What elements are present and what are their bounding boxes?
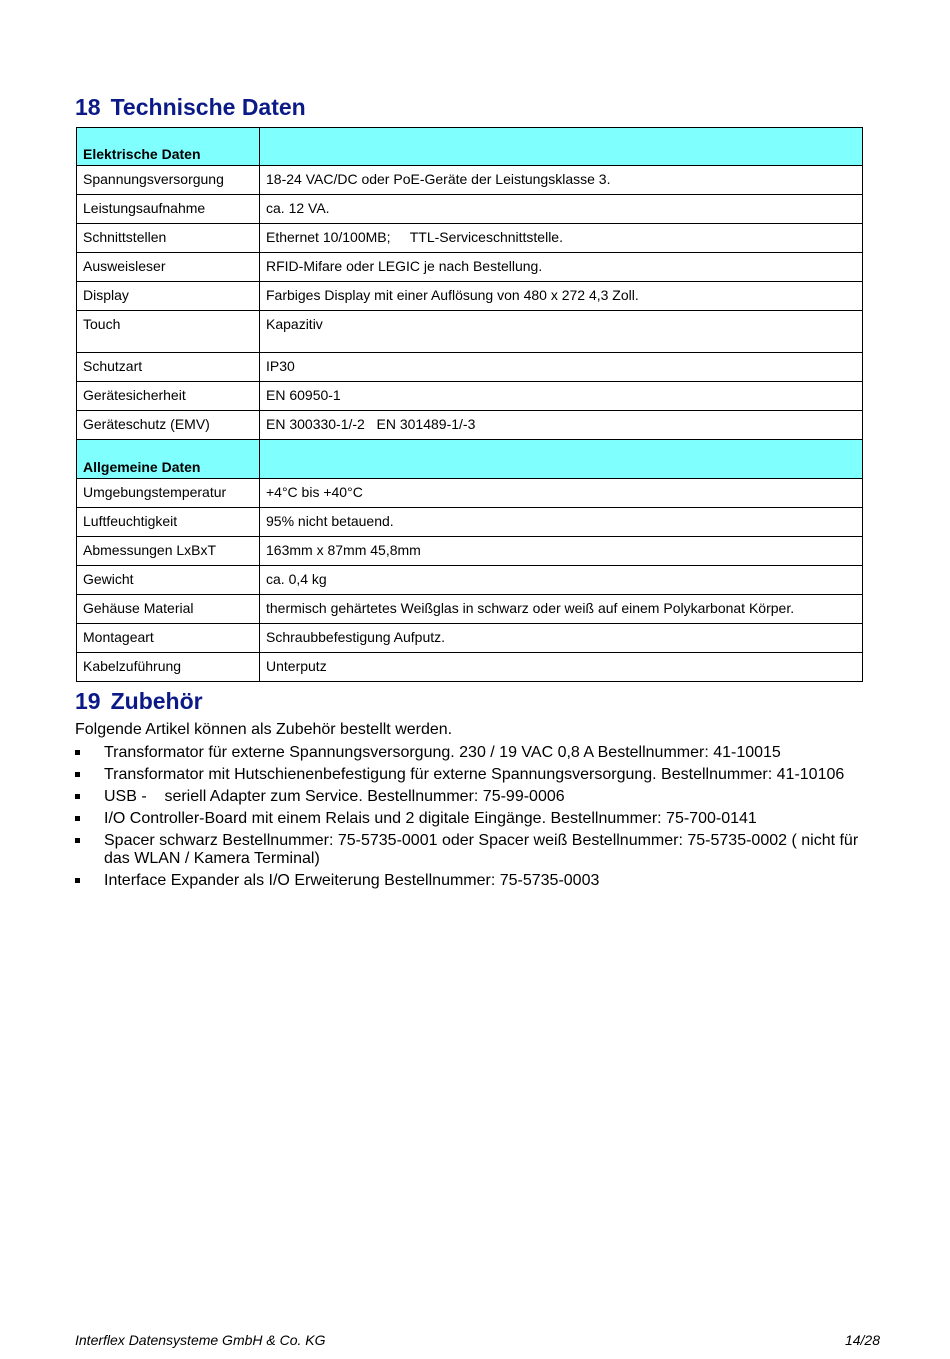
row-label: Luftfeuchtigkeit [77, 508, 260, 537]
table-row [77, 508, 863, 537]
row-value: Unterputz [260, 653, 863, 682]
list-item-text: Transformator für externe Spannungsversorgung. 230 / 19 VAC 0,8 A Bestellnummer: 41-10015 [104, 744, 781, 761]
table-row [77, 382, 863, 411]
list-item-text: I/O Controller-Board mit einem Relais und 2 digitale Eingänge. Bestellnummer: 75-700-0141 [104, 810, 757, 827]
row-label: Geräteschutz (EMV) [77, 411, 260, 440]
row-label: Kabelzuführung [77, 653, 260, 682]
row-label: Ausweisleser [77, 253, 260, 282]
bullet-icon [75, 794, 80, 799]
row-value: Schraubbefestigung Aufputz. [260, 624, 863, 653]
list-item-text: USB - seriell Adapter zum Service. Bestellnummer: 75-99-0006 [104, 788, 565, 805]
section-number: 19 [75, 688, 101, 714]
list-item [75, 832, 875, 868]
header-empty-cell [260, 128, 863, 166]
row-value: 163mm x 87mm 45,8mm [260, 537, 863, 566]
row-label: Gehäuse Material [77, 595, 260, 624]
list-item [75, 744, 875, 762]
list-item-text: Spacer schwarz Bestellnummer: 75-5735-0001 oder Spacer weiß Bestellnummer: 75-5735-0002 ( nicht für das WLAN / Kamera Terminal) [104, 832, 863, 867]
table-row [77, 253, 863, 282]
row-value: 95% nicht betauend. [260, 508, 863, 537]
footer-page-number: 14/28 [844, 1332, 880, 1348]
section-19-heading [75, 688, 203, 715]
electrical-data-header: Elektrische Daten [77, 128, 260, 166]
section-18-heading [75, 94, 306, 121]
table-row [77, 595, 863, 624]
row-value: ca. 12 VA. [260, 195, 863, 224]
row-label: Display [77, 282, 260, 311]
accessories-intro: Folgende Artikel können als Zubehör bestellt werden. [75, 721, 453, 738]
row-label: Abmessungen LxBxT [77, 537, 260, 566]
table-header-row [77, 440, 863, 479]
row-label: Spannungsversorgung [77, 166, 260, 195]
row-label: Leistungsaufnahme [77, 195, 260, 224]
table-row [77, 195, 863, 224]
footer-company: Interflex Datensysteme GmbH & Co. KG [75, 1332, 326, 1348]
row-label: Schnittstellen [77, 224, 260, 253]
bullet-icon [75, 838, 80, 843]
bullet-icon [75, 750, 80, 755]
header-empty-cell [260, 440, 863, 479]
table-row [77, 479, 863, 508]
row-label: Gewicht [77, 566, 260, 595]
list-item [75, 788, 875, 806]
row-label: Montageart [77, 624, 260, 653]
row-value: thermisch gehärtetes Weißglas in schwarz oder weiß auf einem Polykarbonat Körper. [260, 595, 863, 624]
table-row [77, 166, 863, 195]
table-row [77, 624, 863, 653]
row-value: Farbiges Display mit einer Auflösung von 480 x 272 4,3 Zoll. [260, 282, 863, 311]
list-item [75, 766, 875, 784]
row-value: IP30 [260, 353, 863, 382]
section-title: Zubehör [110, 688, 203, 714]
row-value: RFID-Mifare oder LEGIC je nach Bestellung. [260, 253, 863, 282]
table-row [77, 353, 863, 382]
row-label: Schutzart [77, 353, 260, 382]
row-label: Gerätesicherheit [77, 382, 260, 411]
table-row [77, 537, 863, 566]
row-value: Kapazitiv [260, 311, 863, 353]
table-row [77, 282, 863, 311]
row-label: Umgebungstemperatur [77, 479, 260, 508]
row-label: Touch [77, 311, 260, 353]
table-row [77, 311, 863, 353]
row-value: +4°C bis +40°C [260, 479, 863, 508]
row-value: EN 300330-1/-2 EN 301489-1/-3 [260, 411, 863, 440]
row-value: EN 60950-1 [260, 382, 863, 411]
bullet-icon [75, 878, 80, 883]
list-item [75, 810, 875, 828]
table-row [77, 653, 863, 682]
row-value: 18-24 VAC/DC oder PoE-Geräte der Leistungsklasse 3. [260, 166, 863, 195]
table-row [77, 566, 863, 595]
section-number: 18 [75, 94, 101, 120]
table-row [77, 411, 863, 440]
row-value: Ethernet 10/100MB; TTL-Serviceschnittstelle. [260, 224, 863, 253]
table-row [77, 224, 863, 253]
list-item-text: Transformator mit Hutschienenbefestigung für externe Spannungsversorgung. Bestellnummer: 41-10106 [104, 766, 845, 783]
list-item-text: Interface Expander als I/O Erweiterung Bestellnummer: 75-5735-0003 [104, 872, 600, 889]
table-header-row [77, 128, 863, 166]
general-data-header: Allgemeine Daten [77, 440, 260, 479]
bullet-icon [75, 772, 80, 777]
accessories-list [75, 744, 875, 894]
bullet-icon [75, 816, 80, 821]
list-item [75, 872, 875, 890]
row-value: ca. 0,4 kg [260, 566, 863, 595]
technical-data-table [76, 127, 863, 682]
section-title: Technische Daten [110, 94, 306, 120]
